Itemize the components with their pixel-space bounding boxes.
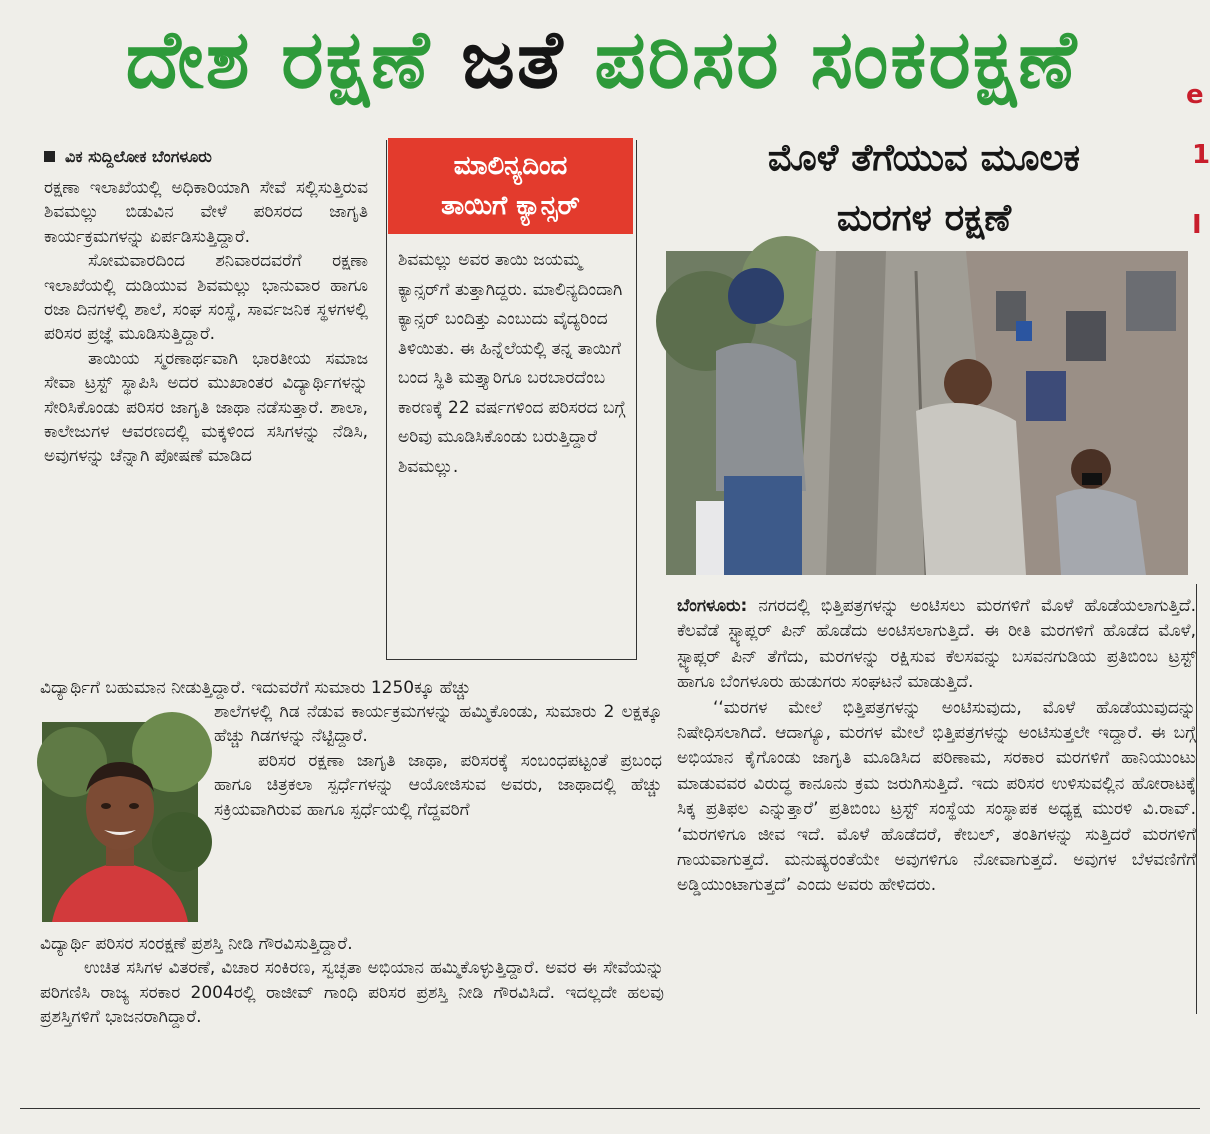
headline-part-1: ದೇಶ ರಕ್ಷಣೆ xyxy=(125,13,432,106)
main-paragraph: ಪರಿಸರ ರಕ್ಷಣಾ ಜಾಗೃತಿ ಜಾಥಾ, ಪರಿಸರಕ್ಕೆ ಸಂಬಂಧಪಟ್ಟಂತೆ ಪ್ರಬಂಧ ಹಾಗೂ ಚಿತ್ರಕಲಾ ಸ್ಪರ್ಧೆಗಳನ್ನು ಆಯೋಜಿಸುವ ಅವರು, ಜಾಥಾದಲ್ಲಿ ಹೆಚ್ಚು ಸಕ್ರಿಯವಾಗಿರುವ ಹಾಗೂ ಸ್ಪರ್ಧೆಯಲ್ಲಿ ಗೆದ್ದವರಿಗೆ xyxy=(214,750,662,820)
photo-story-headline xyxy=(664,128,1184,248)
sidebar-bottom-rule xyxy=(386,659,637,660)
page-bottom-rule xyxy=(20,1108,1200,1109)
caption-paragraph-1-text: ನಗರದಲ್ಲಿ ಭಿತ್ತಿಪತ್ರಗಳನ್ನು ಅಂಟಿಸಲು ಮರಗಳಿಗೆ ಮೊಳೆ ಹೊಡೆಯಲಾಗುತ್ತಿದೆ. ಕೆಲವೆಡೆ ಸ್ಟ್ಯಾಪ್ಲರ್ ಪಿನ್ ಹೊಡೆದು ಅಂಟಿಸಲಾಗುತ್ತಿದೆ. ಈ ರೀತಿ ಮರಗಳಿಗೆ ಹೊಡೆದ ಮೊಳೆ, ಸ್ಟ್ಯಾಪ್ಲರ್ ಪಿನ್ ತೆಗೆದು, ಮರಗಳನ್ನು ರಕ್ಷಿಸುವ ಕೆಲಸವನ್ನು ಬಸವನಗುಡಿಯ ಪ್ರತಿಬಿಂಬ ಟ್ರಸ್ಟ್ ಹಾಗೂ ಬೆಂಗಳೂರು ಹುಡುಗರು ಸಂಘಟನೆ ಮಾಡುತ್ತಿದೆ. xyxy=(677,596,1196,693)
headline-part-2: ಜತೆ xyxy=(461,13,565,106)
sidebar-right-rule xyxy=(636,140,637,660)
photo-story-headline-line-1: ಮೊಳೆ ತೆಗೆಯುವ ಮೂಲಕ xyxy=(767,136,1081,179)
sidebar-body xyxy=(398,246,630,482)
edge-fragment-top: e xyxy=(1186,80,1204,110)
main-paragraph: ತಾಯಿಯ ಸ್ಮರಣಾರ್ಥವಾಗಿ ಭಾರತೀಯ ಸಮಾಜ ಸೇವಾ ಟ್ರಸ್ಟ್ ಸ್ಥಾಪಿಸಿ ಅದರ ಮುಖಾಂತರ ವಿದ್ಯಾರ್ಥಿಗಳನ್ನು ಸೇರಿಸಿಕೊಂಡು ಪರಿಸರ ಜಾಗೃತಿ ಜಾಥಾ ನಡೆಸುತ್ತಾರೆ. ಶಾಲಾ, ಕಾಲೇಜುಗಳ ಆವರಣದಲ್ಲಿ ಮಕ್ಕಳಿಂದ ಸಸಿಗಳನ್ನು ನೆಡಿಸಿ, ಅವುಗಳನ್ನು ಚೆನ್ನಾಗಿ ಪೋಷಣೆ ಮಾಡಿದ xyxy=(44,348,368,467)
tree-photo xyxy=(666,251,1188,575)
tree-photo-illustration xyxy=(666,251,1188,575)
portrait-illustration xyxy=(42,722,198,922)
edge-fragment-mid: 1 xyxy=(1192,140,1210,170)
sidebar-title-line-2: ತಾಯಿಗೆ ಕ್ಯಾನ್ಸರ್ xyxy=(441,191,580,221)
main-paragraph: ರಕ್ಷಣಾ ಇಲಾಖೆಯಲ್ಲಿ ಅಧಿಕಾರಿಯಾಗಿ ಸೇವೆ ಸಲ್ಲಿಸುತ್ತಿರುವ ಶಿವಮಲ್ಲು ಬಿಡುವಿನ ವೇಳೆ ಪರಿಸರದ ಜಾಗೃತಿ ಕಾರ್ಯಕ್ರಮಗಳನ್ನು ಏರ್ಪಡಿಸುತ್ತಿದ್ದಾರೆ. xyxy=(44,178,368,247)
sidebar-body-text: ಶಿವಮಲ್ಲು ಅವರ ತಾಯಿ ಜಯಮ್ಮ ಕ್ಯಾನ್ಸರ್‌ಗೆ ತುತ್ತಾಗಿದ್ದರು. ಮಾಲಿನ್ಯದಿಂದಾಗಿ ಕ್ಯಾನ್ಸರ್ ಬಂದಿತ್ತು ಎಂಬುದು ವೈದ್ಯರಿಂದ ತಿಳಿಯಿತು. ಈ ಹಿನ್ನೆಲೆಯಲ್ಲಿ ತನ್ನ ತಾಯಿಗೆ ಬಂದ ಸ್ಥಿತಿ ಮತ್ತ್ಯಾರಿಗೂ ಬರಬಾರದೆಂಬ ಕಾರಣಕ್ಕೆ 22 ವರ್ಷಗಳಿಂದ ಪರಿಸರದ ಬಗ್ಗೆ ಅರಿವು ಮೂಡಿಸಿಕೊಂಡು ಬರುತ್ತಿದ್ದಾರೆ ಶಿವಮಲ್ಲು. xyxy=(398,250,626,477)
main-paragraph: ವಿದ್ಯಾರ್ಥಿಗೆ ಬಹುಮಾನ ನೀಡುತ್ತಿದ್ದಾರೆ. ಇದುವರೆಗೆ ಸುಮಾರು 1250ಕ್ಕೂ ಹೆಚ್ಚು xyxy=(40,678,471,698)
main-article-beside-photo xyxy=(214,700,662,822)
main-article-lower xyxy=(40,932,664,1030)
headline-part-3: ಪರಿಸರ ಸಂಕರಕ್ಷಣೆ xyxy=(594,13,1079,106)
sidebar-title-line-1: ಮಾಲಿನ್ಯದಿಂದ xyxy=(453,151,568,181)
byline-square-icon xyxy=(44,151,55,162)
main-paragraph: ಸೋಮವಾರದಿಂದ ಶನಿವಾರದವರೆಗೆ ರಕ್ಷಣಾ ಇಲಾಖೆಯಲ್ಲಿ ದುಡಿಯುವ ಶಿವಮಲ್ಲು ಭಾನುವಾರ ಹಾಗೂ ರಜಾ ದಿನಗಳಲ್ಲಿ ಶಾಲೆ, ಸಂಘ ಸಂಸ್ಥೆ, ಸಾರ್ವಜನಿಕ ಸ್ಥಳಗಳಲ್ಲಿ ಪರಿಸರ ಪ್ರಜ್ಞೆ ಮೂಡಿಸುತ್ತಿದ್ದಾರೆ. xyxy=(44,251,368,345)
byline-text: ವಿಕ ಸುದ್ದಿಲೋಕ ಬೆಂಗಳೂರು xyxy=(65,147,212,166)
main-paragraph: ವಿದ್ಯಾರ್ಥಿ ಪರಿಸರ ಸಂರಕ್ಷಣೆ ಪ್ರಶಸ್ತಿ ನೀಡಿ ಗೌರವಿಸುತ್ತಿದ್ದಾರೆ. xyxy=(40,934,353,954)
caption-paragraph-2: ‘‘ಮರಗಳ ಮೇಲೆ ಭಿತ್ತಿಪತ್ರಗಳನ್ನು ಅಂಟಿಸುವುದು, ಮೊಳೆ ಹೊಡೆಯುವುದನ್ನು ನಿಷೇಧಿಸಲಾಗಿದೆ. ಆದಾಗ್ಯೂ, ಮರಗಳ ಮೇಲೆ ಭಿತ್ತಿಪತ್ರಗಳನ್ನು ಅಂಟಿಸುತ್ತಲೇ ಇದ್ದಾರೆ. ಈ ಬಗ್ಗೆ ಅಭಿಯಾನ ಕೈಗೊಂಡು ಜಾಗೃತಿ ಮೂಡಿಸಿದ ಪರಿಣಾಮ, ಸರಕಾರ ಮರಗಳಿಗೆ ಹಾನಿಯುಂಟು ಮಾಡುವವರ ವಿರುದ್ಧ ಕಾನೂನು ಕ್ರಮ ಜರುಗಿಸುತ್ತಿದೆ. ಇದು ಪರಿಸರ ಉಳಿಸುವಲ್ಲಿನ ಹೋರಾಟಕ್ಕೆ ಸಿಕ್ಕ ಪ್ರತಿಫಲ ಎನ್ನುತ್ತಾರೆ’ ಪ್ರತಿಬಿಂಬ ಟ್ರಸ್ಟ್ ಸಂಸ್ಥೆಯ ಸಂಸ್ಥಾಪಕ ಅಧ್ಯಕ್ಷ ಮುರಳಿ ವಿ.ರಾವ್. ‘ಮರಗಳಿಗೂ ಜೀವ ಇದೆ. ಮೊಳೆ ಹೊಡೆದರೆ, ಕೇಬಲ್, ತಂತಿಗಳನ್ನು ಸುತ್ತಿದರೆ ಮರಗಳಿಗೆ ಗಾಯವಾಗುತ್ತದೆ. ಮನುಷ್ಯರಂತೆಯೇ ಅವುಗಳಿಗೂ ನೋವಾಗುತ್ತದೆ. ಅವುಗಳ ಬೆಳವಣಿಗೆಗೆ ಅಡ್ಡಿಯುಂಟಾಗುತ್ತದೆ’ ಎಂದು ಅವರು ಹೇಳಿದರು. xyxy=(677,697,1196,896)
photo-story-right-rule xyxy=(1196,584,1197,1014)
caption-paragraph-1 xyxy=(677,594,1196,696)
main-article-upper xyxy=(44,176,368,469)
photo-story-caption xyxy=(677,594,1196,899)
headline xyxy=(0,8,1204,112)
caption-dateline: ಬೆಂಗಳೂರು: xyxy=(677,596,748,616)
edge-fragment-low: I xyxy=(1192,210,1202,240)
main-paragraph: ಉಚಿತ ಸಸಿಗಳ ವಿತರಣೆ, ವಿಚಾರ ಸಂಕಿರಣ, ಸ್ವಚ್ಛತಾ ಅಭಿಯಾನ ಹಮ್ಮಿಕೊಳ್ಳುತ್ತಿದ್ದಾರೆ. ಅವರ ಈ ಸೇವೆಯನ್ನು ಪರಿಗಣಿಸಿ ರಾಜ್ಯ ಸರಕಾರ 2004ರಲ್ಲಿ ರಾಜೀವ್ ಗಾಂಧಿ ಪರಿಸರ ಪ್ರಶಸ್ತಿ ನೀಡಿ ಗೌರವಿಸಿದೆ. ಇದಲ್ಲದೇ ಹಲವು ಪ್ರಶಸ್ತಿಗಳಿಗೆ ಭಾಜನರಾಗಿದ್ದಾರೆ. xyxy=(40,958,664,1028)
portrait-photo xyxy=(42,722,198,922)
byline xyxy=(44,147,212,167)
photo-story-headline-line-2: ಮರಗಳ ರಕ್ಷಣೆ xyxy=(836,196,1012,239)
main-article-wide-line xyxy=(40,676,664,700)
main-paragraph: ಶಾಲೆಗಳಲ್ಲಿ ಗಿಡ ನೆಡುವ ಕಾರ್ಯಕ್ರಮಗಳನ್ನು ಹಮ್ಮಿಕೊಂಡು, ಸುಮಾರು 2 ಲಕ್ಷಕ್ಕೂ ಹೆಚ್ಚು ಗಿಡಗಳನ್ನು ನೆಟ್ಟಿದ್ದಾರೆ. xyxy=(214,702,662,747)
sidebar-left-rule xyxy=(386,140,387,660)
sidebar-title-box xyxy=(388,138,633,234)
